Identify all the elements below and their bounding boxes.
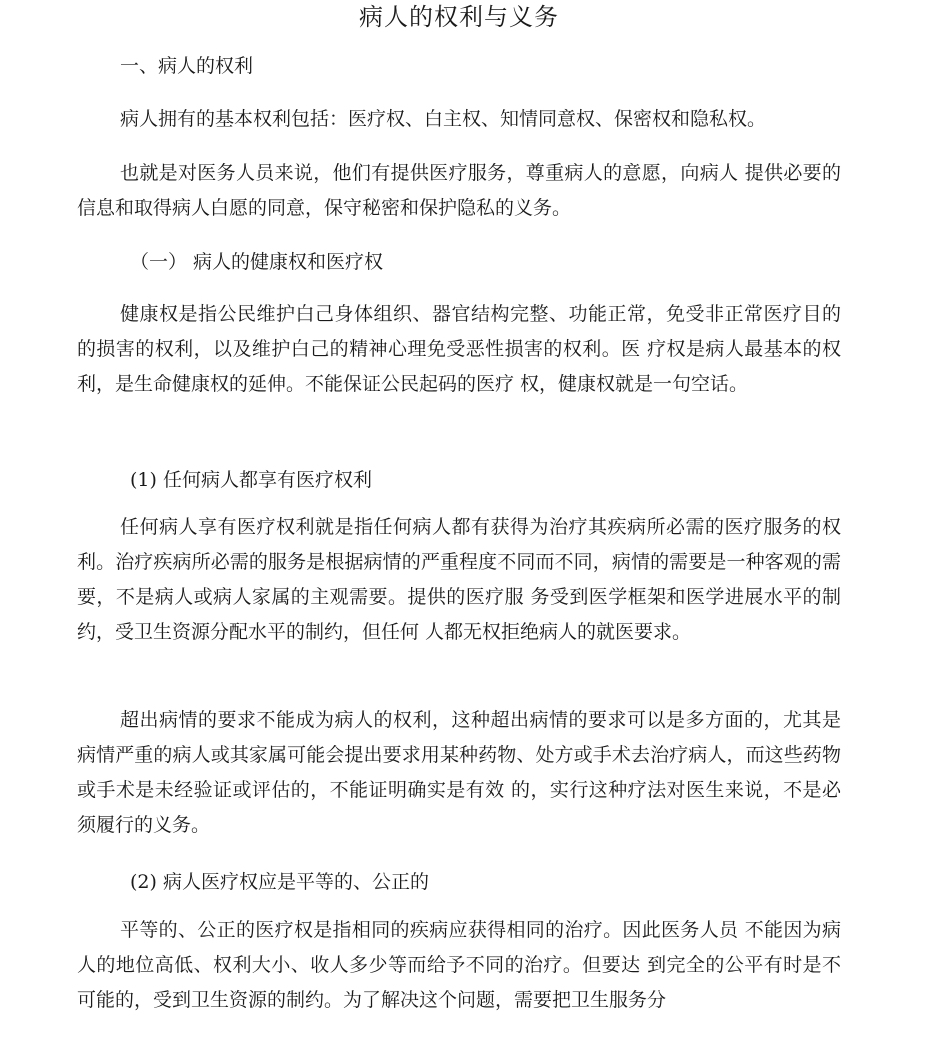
paragraph-staff-duties: 也就是对医务人员来说，他们有提供医疗服务，尊重病人的意愿，向病人 提供必要的信息和取得病人白愿的同意，保守秘密和保护隐私的义务。 <box>77 162 841 219</box>
paragraph-excess-demands: 超出病情的要求不能成为病人的权利，这种超出病情的要求可以是多方面的，尤其是病情严重的病人或其家属可能会提出要求用某种药物、处方或手术去治疗病人，而这些药物或手术是未经验证或评估的，不能证明确实是有效 的，实行这种疗法对医生来说，不是必须履行的义务。 <box>77 709 841 836</box>
section-heading-patient-rights: 一、病人的权利 <box>120 55 254 77</box>
paragraph-item-2: 平等的、公正的医疗权是指相同的疾病应获得相同的治疗。因此医务人员 不能因为病人的地位高低、权利大小、收人多少等而给予不同的治疗。但要达 到完全的公平有时是不可能的，受到卫生资源的制约。为了解决这个问题，需要把卫生服务分 <box>77 919 841 1011</box>
item-heading-1: (1) 任何病人都享有医疗权利 <box>130 469 372 491</box>
paragraph-health-right: 健康权是指公民维护白己身体组织、器官结构完整、功能正常，免受非正常医疗目的的损害的权利，以及维护白己的精神心理免受恶性损害的权利。医 疗权是病人最基本的权利，是生命健康权的延伸。不能保证公民起码的医疗 权，健康权就是一句空话。 <box>77 303 841 395</box>
paragraph-item-1: 任何病人享有医疗权利就是指任何病人都有获得为治疗其疾病所必需的医疗服务的权利。治疗疾病所必需的服务是根据病情的严重程度不同而不同，病情的需要是一种客观的需要，不是病人或病人家属的主观需要。提供的医疗服 务受到医学框架和医学进展水平的制约，受卫生资源分配水平的制约，但任何 人都无权拒绝病人的就医要求。 <box>77 516 841 643</box>
subsection-heading-health-rights: （一） 病人的健康权和医疗权 <box>130 251 384 273</box>
item-heading-2: (2) 病人医疗权应是平等的、公正的 <box>130 871 429 893</box>
document-title: 病人的权利与义务 <box>359 3 559 31</box>
paragraph-basic-rights: 病人拥有的基本权利包括：医疗权、白主权、知情同意权、保密权和隐私权。 <box>120 108 767 130</box>
